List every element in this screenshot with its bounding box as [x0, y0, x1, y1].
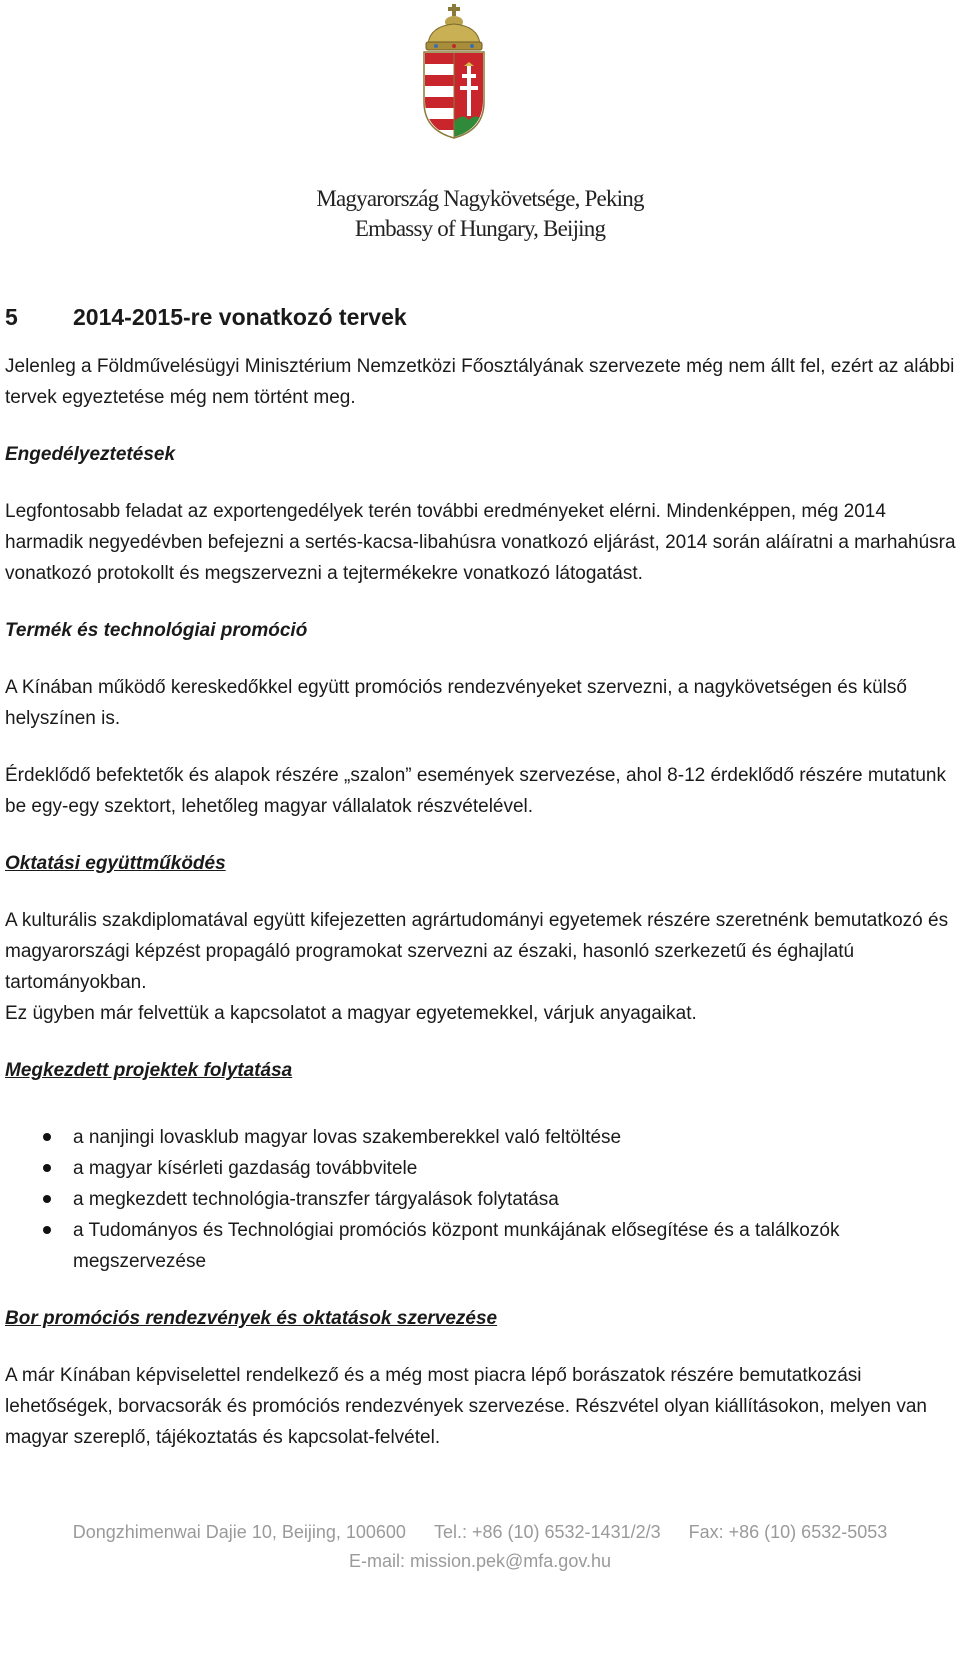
subsection-title-wine: Bor promóciós rendezvények és oktatások szervezése	[5, 1308, 498, 1329]
list-item-text: a nanjingi lovasklub magyar lovas szakemberekkel való feltöltése	[73, 1127, 622, 1148]
education-paragraph-1: A kulturális szakdiplomatával együtt kifejezetten agrártudományi egyetemek részére szeretnénk bemutatkozó és magyarországi képzést propagáló programokat szervezni az északi, hasonló szerkezetű és éghajlatú tartományokban.	[5, 910, 949, 993]
footer-contact-line	[0, 1522, 960, 1543]
list-item	[5, 1122, 957, 1153]
embassy-name-hungarian: Magyarország Nagykövetsége, Peking	[316, 186, 644, 211]
footer-address: Dongzhimenwai Dajie 10, Beijing, 100600	[72, 1522, 406, 1542]
coat-of-arms-icon	[418, 4, 490, 142]
bullet-icon	[43, 1226, 51, 1234]
list-item-text: a megkezdett technológia-transzfer tárgyalások folytatása	[73, 1189, 559, 1210]
footer-phone: Tel.: +86 (10) 6532-1431/2/3	[433, 1522, 661, 1542]
section-heading	[5, 304, 957, 331]
footer-fax: Fax: +86 (10) 6532-5053	[688, 1522, 888, 1542]
list-item-text: a Tudományos és Technológiai promóciós központ munkájának elősegítése és a találkozók megszervezése	[73, 1220, 840, 1272]
licensing-paragraph: Legfontosabb feladat az exportengedélyek terén további eredményeket elérni. Mindenképpen, még 2014 harmadik negyedévben befejezni a sertés-kacsa-libahúsra vonatkozó eljárást, 2014 során aláíratni a marhahúsra vonatkozó protokollt és megszervezni a tejtermékekre vonatkozó látogatást.	[5, 501, 956, 584]
subsection-title-projects: Megkezdett projektek folytatása	[5, 1060, 293, 1081]
subsection-title-education: Oktatási együttműködés	[5, 853, 226, 874]
list-item	[5, 1153, 957, 1184]
embassy-name-english: Embassy of Hungary, Beijing	[354, 216, 606, 241]
section-number: 5	[5, 304, 18, 330]
subsection-title-licensing: Engedélyeztetések	[5, 444, 176, 465]
bullet-icon	[43, 1133, 51, 1141]
footer-email: E-mail: mission.pek@mfa.gov.hu	[348, 1551, 612, 1571]
projects-list	[5, 1122, 957, 1277]
wine-paragraph: A már Kínában képviselettel rendelkező és a még most piacra lépő borászatok részére bemutatkozási lehetőségek, borvacsorák és promóciós rendezvények szervezése. Részvétel olyan kiállításokon, melyen van magyar szereplő, tájékoztatás és kapcsolat-felvétel.	[5, 1365, 927, 1448]
intro-paragraph: Jelenleg a Földművelésügyi Minisztérium Nemzetközi Főosztályának szervezete még nem állt fel, ezért az alábbi tervek egyeztetése még nem történt meg.	[5, 356, 955, 408]
list-item-text: a magyar kísérleti gazdaság továbbvitele	[73, 1158, 418, 1179]
section-title: 2014-2015-re vonatkozó tervek	[73, 304, 407, 330]
promotion-paragraph-2: Érdeklődő befektetők és alapok részére „szalon” események szervezése, ahol 8-12 érdeklődő részére mutatunk be egy-egy szektort, lehetőleg magyar vállalatok részvételével.	[5, 765, 947, 817]
education-paragraph-2: Ez ügyben már felvettük a kapcsolatot a magyar egyetemekkel, várjuk anyagaikat.	[5, 1003, 697, 1024]
subsection-title-promotion: Termék és technológiai promóció	[5, 620, 308, 641]
list-item	[5, 1215, 957, 1277]
bullet-icon	[43, 1164, 51, 1172]
document-body	[5, 304, 957, 1453]
bullet-icon	[43, 1195, 51, 1203]
list-item	[5, 1184, 957, 1215]
promotion-paragraph-1: A Kínában működő kereskedőkkel együtt promóciós rendezvényeket szervezni, a nagykövetségen és külső helyszínen is.	[5, 677, 907, 729]
